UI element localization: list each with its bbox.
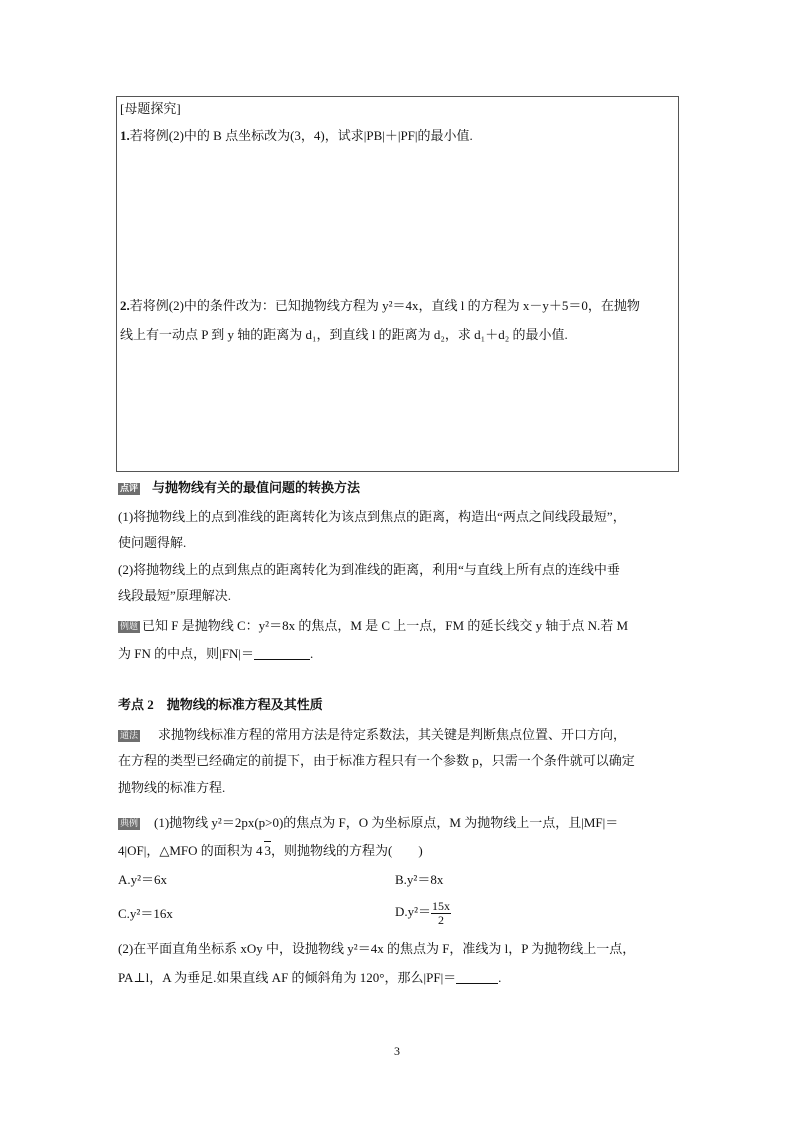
answer-blank	[456, 971, 498, 984]
question-1	[120, 127, 473, 145]
review-heading-row	[118, 479, 360, 497]
option-b: B.y²＝8x	[395, 872, 444, 887]
sqrt-symbol: 3	[264, 843, 271, 858]
review-p1-line-2: 使问题得解.	[118, 535, 187, 550]
question-2-line-1	[120, 297, 640, 315]
method-text-line-1: 求抛物线标准方程的常用方法是待定系数法，其关键是判断焦点位置、开口方向，	[158, 727, 627, 742]
example-1-tag-icon: 例题	[120, 622, 139, 632]
example-1-text-line-2: 为 FN 的中点，则|FN|＝	[118, 646, 254, 661]
example-2-line-1	[118, 814, 618, 832]
option-c: C.y²＝16x	[118, 906, 173, 921]
question-1-text: 若将例(2)中的 B 点坐标改为(3，4)，试求|PB|＋|PF|的最小值.	[129, 128, 473, 143]
example-2-p2-line-1: (2)在平面直角坐标系 xOy 中，设抛物线 y²＝4x 的焦点为 F，准线为 l，P 为抛物线上一点，	[118, 941, 636, 956]
example-1-line-1	[118, 617, 628, 635]
review-p1-line-1: (1)将抛物线上的点到准线的距离转化为该点到焦点的距离，构造出“两点之间线段最短”，	[118, 509, 626, 524]
review-heading: 与抛物线有关的最值问题的转换方法	[152, 480, 361, 495]
option-d: D.y²＝ $\frac{15x}{2}$	[395, 898, 451, 927]
example-2-line-2: 4|OF|，△MFO 的面积为 4 3，则抛物线的方程为( )	[118, 843, 423, 858]
option-a: A.y²＝6x	[118, 872, 168, 887]
method-line-2: 在方程的类型已经确定的前提下，由于标准方程只有一个参数 p，只需一个条件就可以确定	[118, 753, 635, 768]
example-1-text-line-1: 已知 F 是抛物线 C：y²＝8x 的焦点，M 是 C 上一点，FM 的延长线交 y 轴于点 N.若 M	[142, 618, 629, 633]
question-2-text-line-2: 线上有一动点 P 到 y 轴的距离为 d₁，到直线 l 的距离为 d₂，求 d₁＋d₂ 的最小值.	[120, 327, 568, 342]
example-2-tag-icon: 典例	[120, 819, 139, 829]
question-1-number: 1.	[120, 128, 130, 143]
example-2-text-line-1: (1)抛物线 y²＝2px(p>0)的焦点为 F，O 为坐标原点，M 为抛物线上一点，且|MF|＝	[154, 815, 619, 830]
review-tag-icon: 点评	[120, 484, 139, 494]
fraction: $\frac{15x}{2}$	[432, 898, 451, 927]
example-1-line-2: 为 FN 的中点，则|FN|＝ .	[118, 646, 314, 661]
box-title: [母题探究]	[120, 101, 181, 116]
question-2-text-line-1: 若将例(2)中的条件改为：已知抛物线方程为 y²＝4x，直线 l 的方程为 x－y＋5＝0，在抛物	[129, 298, 640, 313]
example-2-p2-line-2: PA⊥l，A 为垂足.如果直线 AF 的倾斜角为 120°，那么|PF|＝ .	[118, 970, 502, 985]
review-p2-line-2: 线段最短”原理解决.	[118, 588, 232, 603]
review-p2-line-1: (2)将抛物线上的点到焦点的距离转化为到准线的距离，利用“与直线上所有点的连线中垂	[118, 562, 620, 577]
method-line-3: 抛物线的标准方程.	[118, 780, 226, 795]
page-number: 3	[394, 1044, 400, 1058]
answer-blank	[254, 647, 310, 660]
method-line-1	[118, 726, 626, 744]
question-2-number: 2.	[120, 298, 130, 313]
section-title: 考点 2 抛物线的标准方程及其性质	[118, 697, 323, 712]
exploration-box	[116, 96, 679, 472]
method-tag-icon: 通法	[120, 731, 139, 741]
